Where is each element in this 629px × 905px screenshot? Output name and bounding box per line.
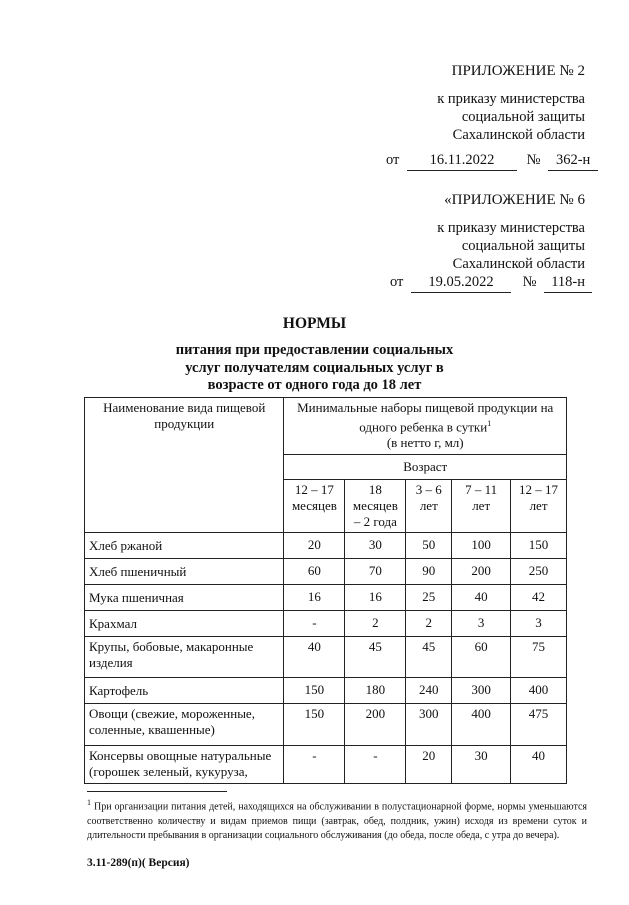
value-cell: 40 bbox=[452, 585, 511, 611]
appendix-2-date-line bbox=[386, 151, 598, 171]
value-cell: 75 bbox=[511, 637, 567, 678]
from-label: от bbox=[390, 274, 404, 290]
value-cell: 60 bbox=[452, 637, 511, 678]
order-number: 118-н bbox=[544, 273, 592, 293]
document-subtitle-2: услуг получателям социальных услуг в bbox=[185, 360, 444, 376]
age-col-2: 18 месяцев – 2 года bbox=[345, 480, 406, 533]
table-row bbox=[85, 533, 567, 559]
document-code-text: 3.11-289(п)( Версия) bbox=[87, 857, 190, 869]
value-cell: 475 bbox=[511, 704, 567, 746]
appendix-2-line1: к приказу министерства bbox=[437, 91, 585, 107]
number-label: № bbox=[522, 274, 537, 290]
table-row bbox=[85, 637, 567, 678]
value-cell: 3 bbox=[452, 611, 511, 637]
product-name: Консервы овощные натуральные (горошек зеленый, кукуруза, bbox=[85, 746, 284, 784]
value-cell: 300 bbox=[452, 678, 511, 704]
table-row bbox=[85, 746, 567, 784]
value-cell: 400 bbox=[452, 704, 511, 746]
product-name: Картофель bbox=[85, 678, 284, 704]
value-cell: 250 bbox=[511, 559, 567, 585]
appendix-6-title: «ПРИЛОЖЕНИЕ № 6 bbox=[444, 192, 585, 208]
value-cell: 30 bbox=[345, 533, 406, 559]
value-cell: 90 bbox=[406, 559, 452, 585]
appendix-6-line1: к приказу министерства bbox=[437, 220, 585, 236]
value-cell: 200 bbox=[345, 704, 406, 746]
document-title: НОРМЫ bbox=[282, 315, 347, 332]
footnote-mark: 1 bbox=[87, 798, 91, 807]
value-cell: - bbox=[284, 611, 345, 637]
product-name: Хлеб ржаной bbox=[85, 533, 284, 559]
table-row bbox=[85, 559, 567, 585]
from-label: от bbox=[386, 152, 400, 168]
units-label: (в нетто г, мл) bbox=[386, 435, 464, 451]
age-col-3: 3 – 6 лет bbox=[406, 480, 452, 533]
document-code bbox=[87, 857, 190, 869]
value-cell: 3 bbox=[511, 611, 567, 637]
value-cell: 150 bbox=[284, 678, 345, 704]
product-name: Овощи (свежие, мороженные, соленные, квашенные) bbox=[85, 704, 284, 746]
value-cell: 25 bbox=[406, 585, 452, 611]
value-cell: 16 bbox=[345, 585, 406, 611]
value-cell: - bbox=[284, 746, 345, 784]
age-col-4: 7 – 11 лет bbox=[452, 480, 511, 533]
number-label: № bbox=[526, 152, 541, 168]
order-number: 362-н bbox=[548, 151, 598, 171]
product-name: Мука пшеничная bbox=[85, 585, 284, 611]
age-header: Возраст bbox=[284, 455, 567, 480]
value-cell: 400 bbox=[511, 678, 567, 704]
value-cell: 45 bbox=[406, 637, 452, 678]
appendix-6-line2: социальной защиты bbox=[461, 238, 585, 254]
min-sets-header bbox=[284, 398, 567, 455]
value-cell: 20 bbox=[284, 533, 345, 559]
value-cell: 2 bbox=[406, 611, 452, 637]
product-name: Крупы, бобовые, макаронные изделия bbox=[85, 637, 284, 678]
value-cell: - bbox=[345, 746, 406, 784]
value-cell: 100 bbox=[452, 533, 511, 559]
table-header-row bbox=[85, 398, 567, 455]
document-subtitle-3: возрасте от одного года до 18 лет bbox=[207, 377, 422, 393]
value-cell: 240 bbox=[406, 678, 452, 704]
age-col-1: 12 – 17 месяцев bbox=[284, 480, 345, 533]
value-cell: 70 bbox=[345, 559, 406, 585]
appendix-6-line3: Сахалинской области bbox=[452, 256, 585, 272]
order-date: 19.05.2022 bbox=[411, 273, 511, 293]
appendix-6-date-line bbox=[390, 273, 592, 293]
appendix-2-line2: социальной защиты bbox=[461, 109, 585, 125]
product-name: Крахмал bbox=[85, 611, 284, 637]
nutrition-norms-table bbox=[84, 397, 567, 784]
table-row bbox=[85, 704, 567, 746]
value-cell: 180 bbox=[345, 678, 406, 704]
value-cell: 2 bbox=[345, 611, 406, 637]
value-cell: 40 bbox=[511, 746, 567, 784]
value-cell: 200 bbox=[452, 559, 511, 585]
table-row bbox=[85, 678, 567, 704]
value-cell: 50 bbox=[406, 533, 452, 559]
footnote bbox=[87, 796, 587, 844]
value-cell: 20 bbox=[406, 746, 452, 784]
age-col-5: 12 – 17 лет bbox=[511, 480, 567, 533]
table-row bbox=[85, 585, 567, 611]
footnote-text: При организации питания детей, находящихся на обслуживании в полустационарной форме, нормы уменьшаются соответственно количеству и видам приемов пищи (завтрак, обед, полдник, ужин) исходя из времени суток и длительности пребывания в организации социального обслуживания (до обеда, после обеда, с утра до вечера). bbox=[87, 801, 588, 842]
appendix-2-title: ПРИЛОЖЕНИЕ № 2 bbox=[451, 63, 585, 79]
value-cell: 150 bbox=[511, 533, 567, 559]
value-cell: 150 bbox=[284, 704, 345, 746]
footnote-separator bbox=[87, 791, 227, 792]
document-subtitle-1: питания при предоставлении социальных bbox=[175, 342, 454, 358]
product-name-header: Наименование вида пищевой продукции bbox=[85, 398, 284, 533]
product-name: Хлеб пшеничный bbox=[85, 559, 284, 585]
table-row bbox=[85, 611, 567, 637]
value-cell: 45 bbox=[345, 637, 406, 678]
footnote-mark: 1 bbox=[487, 419, 492, 428]
value-cell: 40 bbox=[284, 637, 345, 678]
value-cell: 16 bbox=[284, 585, 345, 611]
min-sets-header-text: Минимальные наборы пищевой продукции на одного ребенка в сутки bbox=[297, 400, 554, 435]
value-cell: 60 bbox=[284, 559, 345, 585]
appendix-2-line3: Сахалинской области bbox=[452, 127, 585, 143]
value-cell: 42 bbox=[511, 585, 567, 611]
order-date: 16.11.2022 bbox=[407, 151, 517, 171]
value-cell: 300 bbox=[406, 704, 452, 746]
value-cell: 30 bbox=[452, 746, 511, 784]
